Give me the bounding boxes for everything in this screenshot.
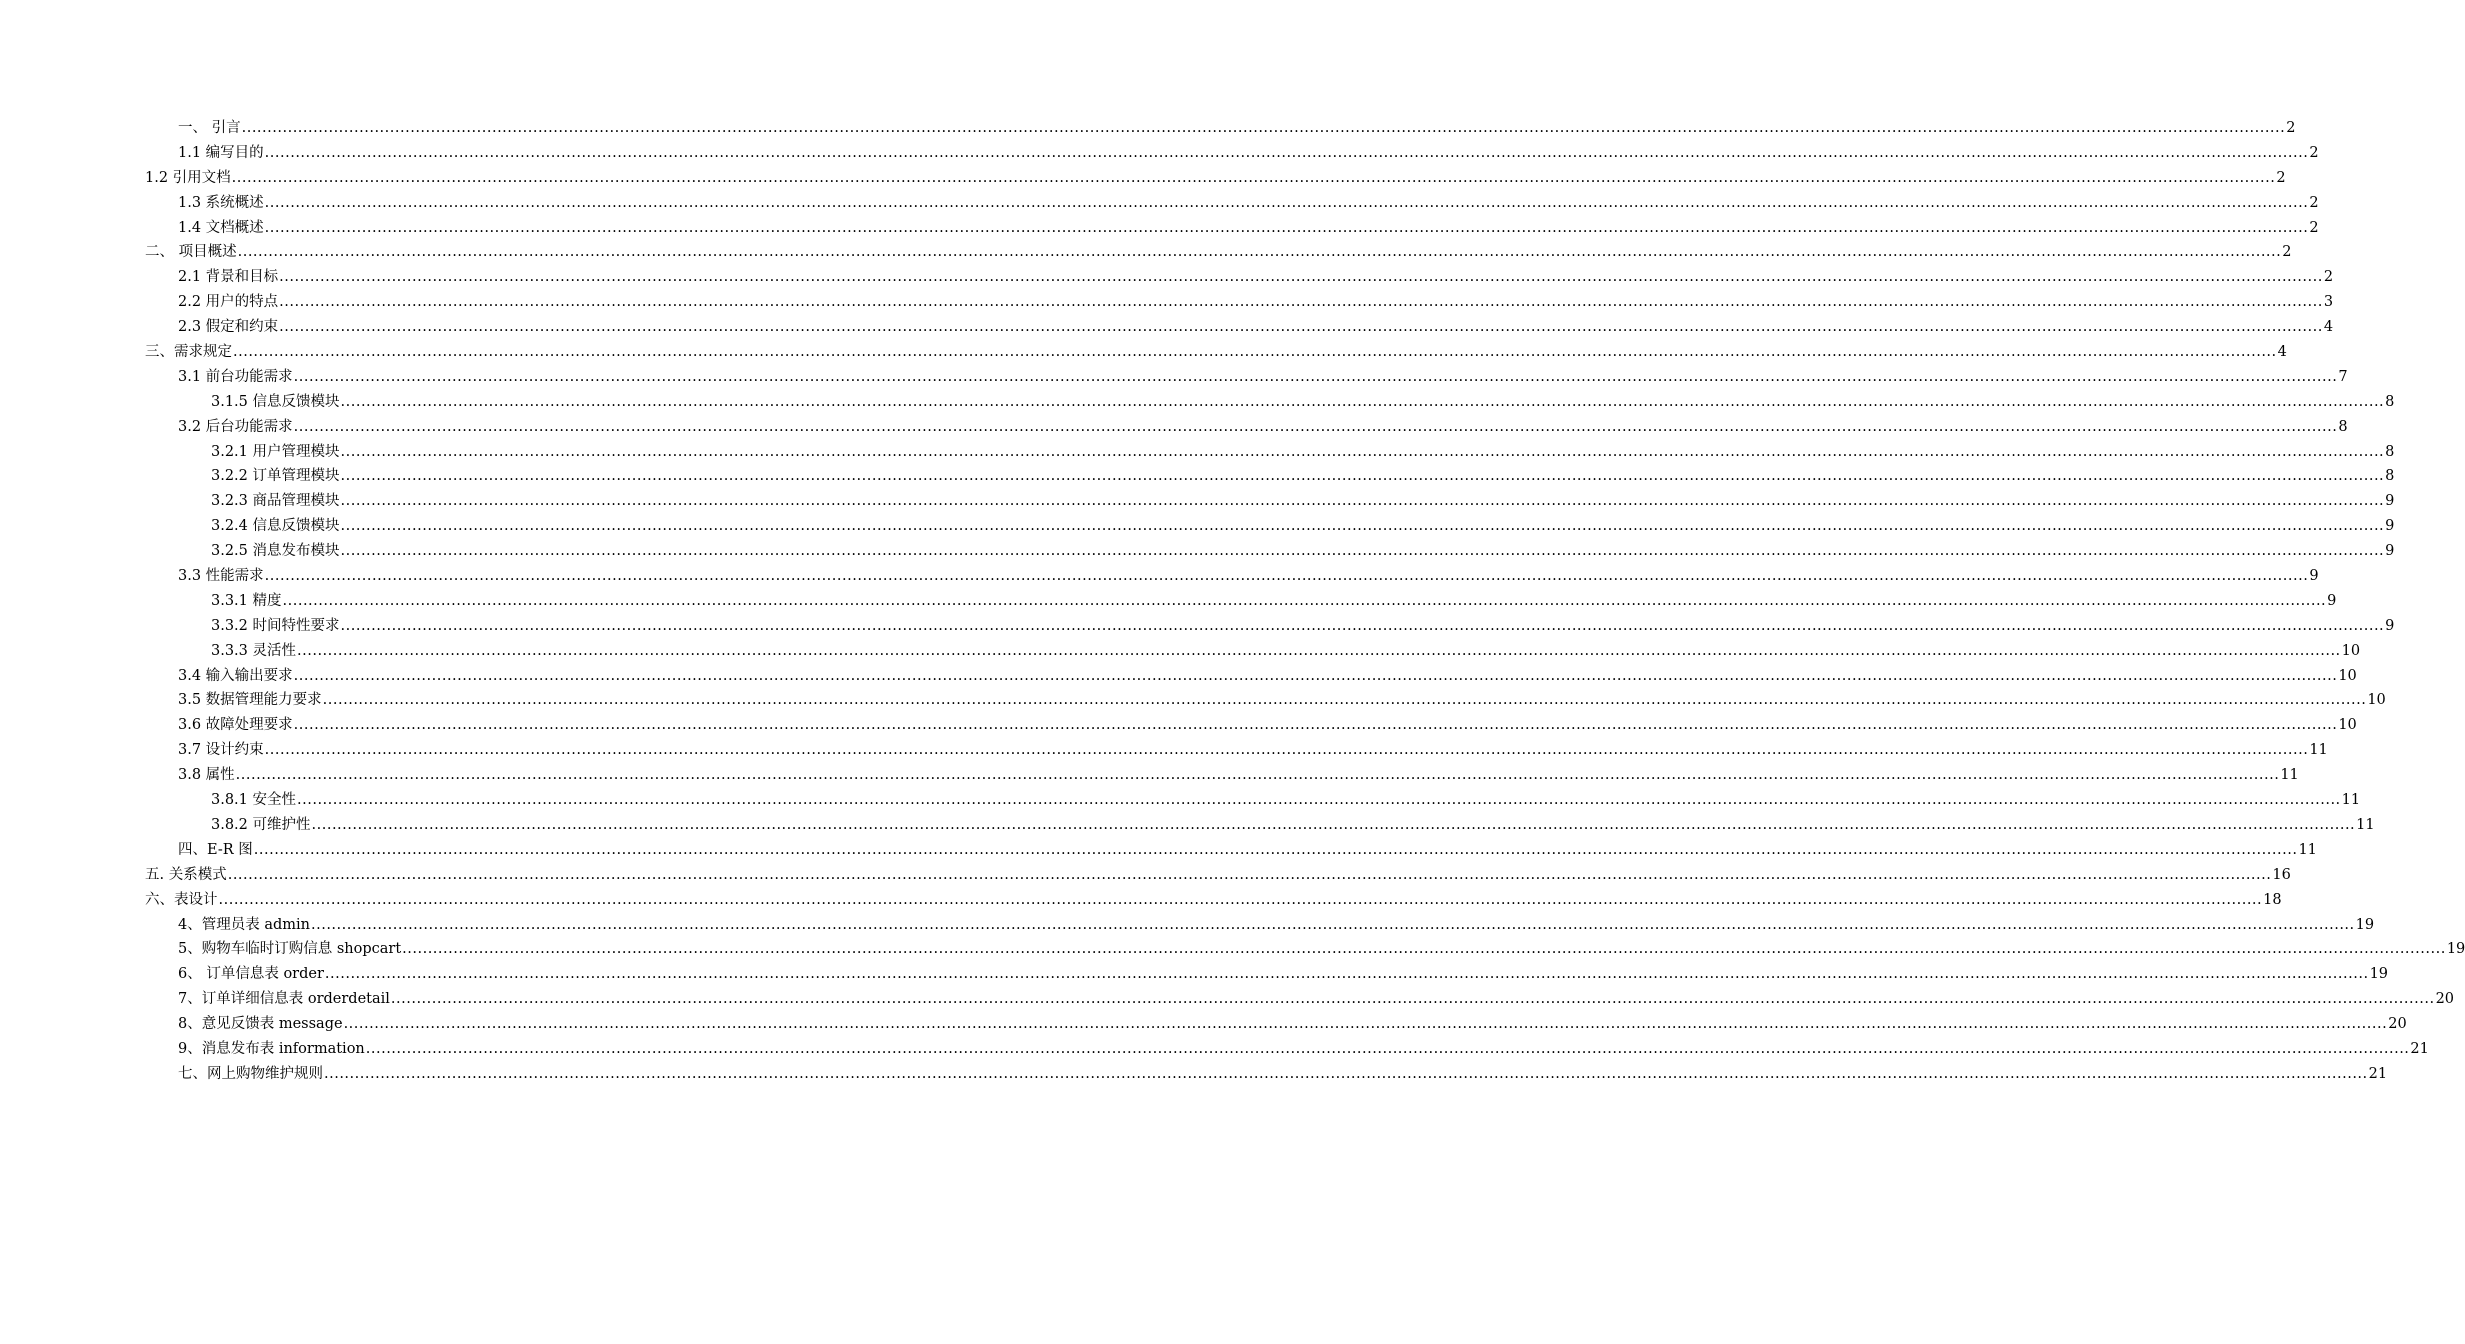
- toc-leader-dots: ................................................................................................................................................................................................................................................................................................................................................................................................................: [264, 194, 2309, 211]
- toc-page-number: 9: [2327, 592, 2337, 609]
- toc-title: 3.3.3 灵活性: [211, 642, 297, 659]
- toc-entry[interactable]: [0, 166, 2286, 191]
- toc-title: 2.2 用户的特点: [178, 294, 279, 311]
- toc-row: [145, 166, 2286, 191]
- toc-title: 3.6 故障处理要求: [178, 717, 293, 734]
- toc-leader-dots: ................................................................................................................................................................................................................................................................................................................................................................................................................: [343, 1016, 2388, 1033]
- toc-page-number: 9: [2385, 543, 2395, 560]
- toc-leader-dots: ................................................................................................................................................................................................................................................................................................................................................................................................................: [297, 792, 2341, 809]
- toc-leader-dots: ................................................................................................................................................................................................................................................................................................................................................................................................................: [297, 642, 2341, 659]
- toc-leader-dots: ................................................................................................................................................................................................................................................................................................................................................................................................................: [365, 1040, 2410, 1057]
- toc-page-number: 19: [2446, 941, 2465, 958]
- toc-row: [178, 564, 2319, 589]
- toc-leader-dots: ................................................................................................................................................................................................................................................................................................................................................................................................................: [218, 891, 2263, 908]
- toc-title: 1.1 编写目的: [178, 144, 264, 161]
- toc-row: [178, 763, 2299, 788]
- toc-leader-dots: ................................................................................................................................................................................................................................................................................................................................................................................................................: [322, 692, 2367, 709]
- toc-leader-dots: ................................................................................................................................................................................................................................................................................................................................................................................................................: [402, 941, 2446, 958]
- toc-entry[interactable]: [0, 290, 2334, 315]
- toc-leader-dots: ................................................................................................................................................................................................................................................................................................................................................................................................................: [340, 493, 2385, 510]
- toc-leader-dots: ................................................................................................................................................................................................................................................................................................................................................................................................................: [340, 468, 2385, 485]
- toc-row: [211, 813, 2375, 838]
- toc-title: 三、需求规定: [145, 344, 232, 361]
- toc-entry[interactable]: [0, 763, 2299, 788]
- toc-entry[interactable]: [0, 913, 2375, 938]
- toc-title: 3.7 设计约束: [178, 742, 264, 759]
- toc-entry[interactable]: [0, 564, 2319, 589]
- toc-title: 8、意见反馈表 message: [178, 1016, 343, 1033]
- toc-entry[interactable]: [0, 390, 2395, 415]
- toc-row: [211, 788, 2361, 813]
- toc-leader-dots: ................................................................................................................................................................................................................................................................................................................................................................................................................: [253, 841, 2298, 858]
- toc-page-number: 9: [2385, 617, 2395, 634]
- toc-entry[interactable]: [0, 340, 2287, 365]
- toc-title: 1.2 引用文档: [145, 169, 231, 186]
- toc-title: 2.1 背景和目标: [178, 269, 279, 286]
- toc-entry[interactable]: [0, 1037, 2429, 1062]
- toc-row: [178, 365, 2348, 390]
- toc-row: [145, 340, 2287, 365]
- toc-row: [145, 888, 2282, 913]
- toc-row: [178, 191, 2319, 216]
- toc-page-number: 8: [2385, 468, 2395, 485]
- toc-row: [178, 415, 2348, 440]
- toc-page-number: 11: [2341, 792, 2361, 809]
- toc-page-number: 2: [2282, 244, 2292, 261]
- toc-row: [211, 489, 2395, 514]
- toc-entry[interactable]: [0, 1062, 2388, 1087]
- toc-page-number: 9: [2309, 568, 2319, 585]
- toc-entry[interactable]: [0, 813, 2375, 838]
- toc-row: [178, 838, 2317, 863]
- toc-row: [178, 1037, 2429, 1062]
- toc-leader-dots: ................................................................................................................................................................................................................................................................................................................................................................................................................: [293, 667, 2338, 684]
- toc-leader-dots: ................................................................................................................................................................................................................................................................................................................................................................................................................: [311, 916, 2355, 933]
- toc-page-number: 4: [2323, 319, 2334, 336]
- toc-entry[interactable]: [0, 365, 2348, 390]
- toc-page-number: 10: [2338, 717, 2357, 734]
- toc-page-number: 19: [2355, 916, 2375, 933]
- toc-title: 9、消息发布表 information: [178, 1040, 365, 1057]
- toc-entry[interactable]: [0, 141, 2319, 166]
- toc-row: [145, 240, 2292, 265]
- toc-entry[interactable]: [0, 1012, 2407, 1037]
- toc-row: [178, 664, 2357, 689]
- toc-leader-dots: ................................................................................................................................................................................................................................................................................................................................................................................................................: [390, 991, 2435, 1008]
- toc-page-number: 18: [2263, 891, 2282, 908]
- toc-row: [211, 614, 2395, 639]
- toc-page-number: 19: [2369, 966, 2389, 983]
- toc-entry[interactable]: [0, 464, 2395, 489]
- toc-entry[interactable]: [0, 937, 2465, 962]
- toc-title: 3.2.2 订单管理模块: [211, 468, 340, 485]
- toc-row: [211, 390, 2395, 415]
- toc-page-number: 7: [2338, 368, 2348, 385]
- toc-title: 四、E-R 图: [178, 841, 253, 858]
- toc-page-number: 11: [2280, 767, 2299, 784]
- toc-leader-dots: ................................................................................................................................................................................................................................................................................................................................................................................................................: [237, 244, 2282, 261]
- toc-entry[interactable]: [0, 489, 2395, 514]
- toc-leader-dots: ................................................................................................................................................................................................................................................................................................................................................................................................................: [264, 568, 2309, 585]
- toc-page-number: 8: [2338, 418, 2348, 435]
- toc-title: 3.3.1 精度: [211, 592, 282, 609]
- toc-title: 七、网上购物维护规则: [178, 1065, 323, 1082]
- toc-leader-dots: ................................................................................................................................................................................................................................................................................................................................................................................................................: [340, 518, 2385, 535]
- toc-entry[interactable]: [0, 713, 2357, 738]
- toc-title: 3.1.5 信息反馈模块: [211, 393, 340, 410]
- toc-page-number: 4: [2277, 344, 2287, 361]
- toc-title: 3.3 性能需求: [178, 568, 264, 585]
- toc-page-number: 20: [2388, 1016, 2407, 1033]
- toc-page-number: 3: [2323, 294, 2334, 311]
- toc-row: [211, 464, 2395, 489]
- toc-title: 3.8 属性: [178, 767, 235, 784]
- table-of-contents: [0, 116, 2465, 1087]
- toc-row: [211, 639, 2361, 664]
- toc-page-number: 2: [2309, 219, 2319, 236]
- toc-row: [211, 589, 2337, 614]
- toc-row: [178, 216, 2319, 241]
- toc-leader-dots: ................................................................................................................................................................................................................................................................................................................................................................................................................: [279, 294, 2323, 311]
- toc-entry[interactable]: [0, 863, 2291, 888]
- toc-row: [211, 440, 2395, 465]
- toc-page-number: 20: [2435, 991, 2455, 1008]
- toc-leader-dots: ................................................................................................................................................................................................................................................................................................................................................................................................................: [279, 269, 2323, 286]
- toc-page-number: 2: [2276, 169, 2286, 186]
- toc-leader-dots: ................................................................................................................................................................................................................................................................................................................................................................................................................: [340, 393, 2385, 410]
- toc-entry[interactable]: [0, 688, 2386, 713]
- toc-leader-dots: ................................................................................................................................................................................................................................................................................................................................................................................................................: [235, 767, 2280, 784]
- toc-page-number: 8: [2385, 443, 2395, 460]
- toc-title: 1.4 文档概述: [178, 219, 264, 236]
- toc-title: 2.3 假定和约束: [178, 319, 279, 336]
- toc-title: 3.5 数据管理能力要求: [178, 692, 322, 709]
- toc-page-number: 21: [2410, 1040, 2429, 1057]
- toc-leader-dots: ................................................................................................................................................................................................................................................................................................................................................................................................................: [227, 866, 2272, 883]
- toc-entry[interactable]: [0, 888, 2282, 913]
- toc-row: [178, 913, 2375, 938]
- toc-leader-dots: ................................................................................................................................................................................................................................................................................................................................................................................................................: [324, 966, 2369, 983]
- toc-entry[interactable]: [0, 987, 2455, 1012]
- toc-row: [178, 1012, 2407, 1037]
- toc-page-number: 16: [2272, 866, 2291, 883]
- toc-entry[interactable]: [0, 738, 2328, 763]
- toc-entry[interactable]: [0, 788, 2361, 813]
- toc-title: 4、管理员表 admin: [178, 916, 310, 933]
- toc-title: 3.8.1 安全性: [211, 792, 297, 809]
- toc-title: 六、表设计: [145, 891, 218, 908]
- toc-title: 一、 引言: [178, 120, 241, 136]
- toc-title: 6、 订单信息表 order: [178, 966, 324, 983]
- toc-entry[interactable]: [0, 440, 2395, 465]
- toc-leader-dots: ................................................................................................................................................................................................................................................................................................................................................................................................................: [241, 120, 2286, 136]
- toc-row: [178, 738, 2328, 763]
- toc-title: 1.3 系统概述: [178, 194, 264, 211]
- toc-page-number: 9: [2385, 518, 2395, 535]
- toc-row: [178, 265, 2334, 290]
- toc-leader-dots: ................................................................................................................................................................................................................................................................................................................................................................................................................: [264, 742, 2309, 759]
- toc-leader-dots: ................................................................................................................................................................................................................................................................................................................................................................................................................: [293, 368, 2338, 385]
- toc-title: 3.4 输入输出要求: [178, 667, 293, 684]
- toc-entry[interactable]: [0, 639, 2361, 664]
- toc-entry[interactable]: [0, 415, 2348, 440]
- toc-title: 二、 项目概述: [145, 244, 237, 261]
- toc-page-number: 11: [2356, 816, 2375, 833]
- toc-title: 3.3.2 时间特性要求: [211, 617, 340, 634]
- toc-entry[interactable]: [0, 539, 2395, 564]
- toc-entry[interactable]: [0, 614, 2395, 639]
- toc-leader-dots: ................................................................................................................................................................................................................................................................................................................................................................................................................: [233, 344, 2277, 361]
- toc-page-number: 10: [2341, 642, 2361, 659]
- toc-entry[interactable]: [0, 265, 2334, 290]
- toc-row: [178, 962, 2389, 987]
- toc-row: [145, 863, 2291, 888]
- toc-row: [178, 713, 2357, 738]
- toc-entry[interactable]: [0, 315, 2334, 340]
- toc-entry[interactable]: [0, 216, 2319, 241]
- toc-title: 五. 关系模式: [145, 866, 227, 883]
- toc-page-number: 8: [2385, 393, 2395, 410]
- toc-row: [178, 315, 2334, 340]
- toc-entry[interactable]: [0, 240, 2292, 265]
- toc-leader-dots: ................................................................................................................................................................................................................................................................................................................................................................................................................: [340, 443, 2385, 460]
- toc-leader-dots: ................................................................................................................................................................................................................................................................................................................................................................................................................: [340, 543, 2385, 560]
- toc-title: 3.2 后台功能需求: [178, 418, 293, 435]
- toc-page-number: 2: [2309, 194, 2319, 211]
- toc-title: 3.2.4 信息反馈模块: [211, 518, 340, 535]
- toc-leader-dots: ................................................................................................................................................................................................................................................................................................................................................................................................................: [293, 717, 2338, 734]
- toc-leader-dots: ................................................................................................................................................................................................................................................................................................................................................................................................................: [264, 219, 2309, 236]
- toc-row: [211, 514, 2395, 539]
- toc-row: [178, 987, 2455, 1012]
- toc-leader-dots: ................................................................................................................................................................................................................................................................................................................................................................................................................: [264, 144, 2309, 161]
- toc-entry[interactable]: [0, 514, 2395, 539]
- toc-entry[interactable]: [0, 838, 2317, 863]
- toc-leader-dots: ................................................................................................................................................................................................................................................................................................................................................................................................................: [311, 816, 2356, 833]
- toc-title: 3.2.3 商品管理模块: [211, 493, 340, 510]
- toc-leader-dots: ................................................................................................................................................................................................................................................................................................................................................................................................................: [293, 418, 2338, 435]
- toc-page-number: 2: [2309, 144, 2319, 161]
- toc-row: [178, 688, 2386, 713]
- toc-row: [178, 116, 2296, 141]
- toc-page-number: 10: [2367, 692, 2386, 709]
- toc-entry[interactable]: [0, 962, 2389, 987]
- toc-leader-dots: ................................................................................................................................................................................................................................................................................................................................................................................................................: [324, 1065, 2368, 1082]
- toc-leader-dots: ................................................................................................................................................................................................................................................................................................................................................................................................................: [340, 617, 2385, 634]
- toc-title: 3.2.5 消息发布模块: [211, 543, 340, 560]
- toc-row: [178, 141, 2319, 166]
- toc-leader-dots: ................................................................................................................................................................................................................................................................................................................................................................................................................: [279, 319, 2323, 336]
- toc-page-number: 9: [2385, 493, 2395, 510]
- toc-page-number: 21: [2368, 1065, 2388, 1082]
- toc-entry[interactable]: [0, 116, 2296, 141]
- toc-page-number: 11: [2298, 841, 2317, 858]
- toc-row: [178, 1062, 2388, 1087]
- toc-title: 5、购物车临时订购信息 shopcart: [178, 941, 402, 958]
- toc-row: [178, 937, 2465, 962]
- toc-page-number: 10: [2338, 667, 2357, 684]
- toc-entry[interactable]: [0, 191, 2319, 216]
- toc-row: [211, 539, 2395, 564]
- toc-title: 3.1 前台功能需求: [178, 368, 293, 385]
- toc-leader-dots: ................................................................................................................................................................................................................................................................................................................................................................................................................: [231, 169, 2276, 186]
- toc-title: 7、订单详细信息表 orderdetail: [178, 991, 390, 1008]
- toc-title: 3.2.1 用户管理模块: [211, 443, 340, 460]
- toc-leader-dots: ................................................................................................................................................................................................................................................................................................................................................................................................................: [282, 592, 2327, 609]
- toc-entry[interactable]: [0, 664, 2357, 689]
- toc-entry[interactable]: [0, 589, 2337, 614]
- toc-page-number: 2: [2323, 269, 2334, 286]
- toc-title: 3.8.2 可维护性: [211, 816, 311, 833]
- toc-page-number: 2: [2286, 120, 2296, 136]
- toc-page-number: 11: [2309, 742, 2328, 759]
- toc-row: [178, 290, 2334, 315]
